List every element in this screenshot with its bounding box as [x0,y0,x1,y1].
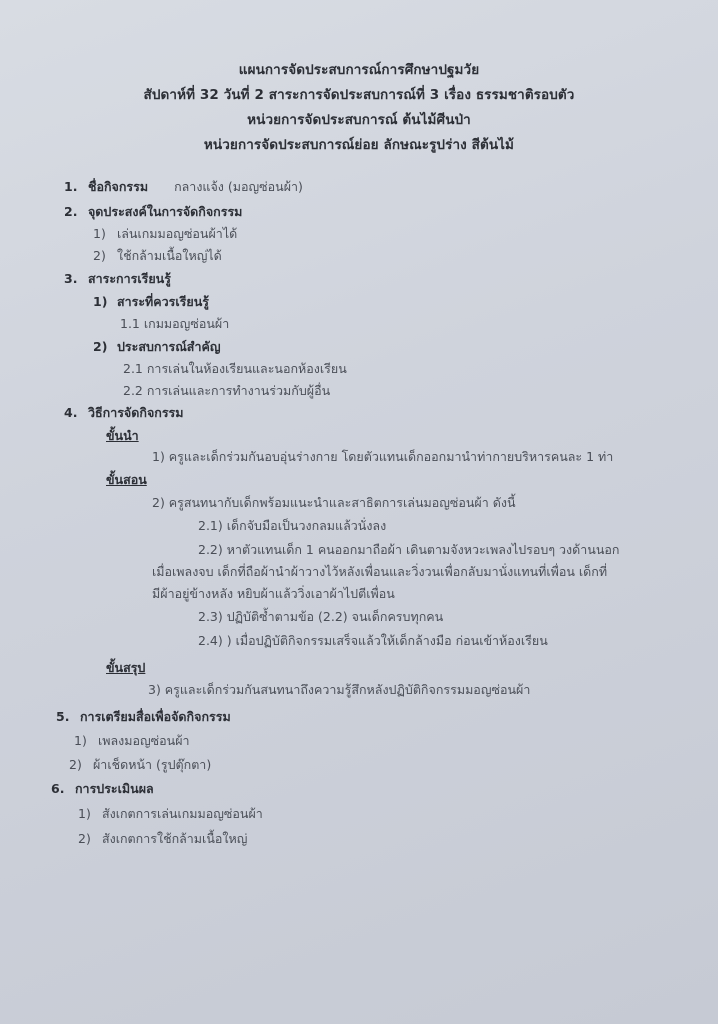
section-3-sub-1 [93,293,209,311]
section-5-item-1 [74,732,190,750]
section-2-item-2 [93,247,222,265]
section-3-number: 3. [64,271,78,286]
section-1-value: กลางแจ้ง (มอญซ่อนผ้า) [174,179,303,194]
list-number: 2) [93,339,108,354]
list-number: 2) [78,831,91,846]
step-2-3: 2.3) ปฏิบัติซ้ำตามข้อ (2.2) จนเด็กครบทุกคน [198,609,444,624]
section-2-heading [64,203,242,221]
section-3-sub-1-item: 1.1 เกมมอญซ่อนผ้า [120,316,230,331]
section-6-label: การประเมินผล [74,781,154,796]
list-number: 2) [93,248,106,263]
step-summary-text: 3) ครูและเด็กร่วมกันสนทนาถึงความรู้สึกหลังปฏิบัติกิจกรรมมอญซ่อนผ้า [148,682,531,697]
section-6-number: 6. [51,781,65,796]
section-2-label: จุดประสงค์ในการจัดกิจกรรม [87,204,243,219]
list-text: เล่นเกมมอญซ่อนผ้าได้ [116,226,238,241]
list-text: ใช้กล้ามเนื้อใหญ่ได้ [116,248,222,263]
list-number: 1) [74,733,87,748]
step-2-2-line-3: มีผ้าอยู่ข้างหลัง หยิบผ้าแล้ววิ่งเอาผ้าไปตีเพื่อน [152,586,395,601]
section-1-label: ชื่อกิจกรรม [87,179,149,194]
list-text: เพลงมอญซ่อนผ้า [97,733,190,748]
step-2-1: 2.1) เด็กจับมือเป็นวงกลมแล้วนั่งลง [198,518,387,533]
list-number: 1) [93,226,106,241]
list-number: 1) [78,806,91,821]
section-2-item-1 [93,225,237,243]
header-line-2: สัปดาห์ที่ 32 วันที่ 2 สาระการจัดประสบการณ์ที่ 3 เรื่อง ธรรมชาติรอบตัว [143,87,575,103]
section-5-heading [56,708,231,726]
step-2-2-line-1: 2.2) หาตัวแทนเด็ก 1 คนออกมาถือผ้า เดินตามจังหวะเพลงไปรอบๆ วงด้านนอก [198,542,620,557]
header-line-4: หน่วยการจัดประสบการณ์ย่อย ลักษณะรูปร่าง สีต้นไม้ [203,137,515,153]
step-intro-label: ขั้นนำ [106,428,139,443]
section-4-heading [64,404,184,422]
section-4-label: วิธีการจัดกิจกรรม [87,405,184,420]
section-2-number: 2. [64,204,78,219]
section-6-heading [51,780,154,798]
step-teach-text: 2) ครูสนทนากับเด็กพร้อมแนะนำและสาธิตการเล่นมอญซ่อนผ้า ดังนี้ [152,495,516,510]
section-1-number: 1. [64,179,78,194]
section-1 [64,178,303,196]
section-3-label: สาระการเรียนรู้ [87,271,171,286]
section-3-sub-2-item-1: 2.1 การเล่นในห้องเรียนและนอกห้องเรียน [123,361,347,376]
step-summary-label: ขั้นสรุป [106,660,146,675]
sub-heading: สาระที่ควรเรียนรู้ [116,294,209,309]
section-5-item-2 [69,756,211,774]
section-4-number: 4. [64,405,78,420]
section-6-item-2 [78,830,247,848]
section-3-sub-2-item-2: 2.2 การเล่นและการทำงานร่วมกับผู้อื่น [123,383,331,398]
step-intro-text: 1) ครูและเด็กร่วมกันอบอุ่นร่างกาย โดยตัวแทนเด็กออกมานำท่ากายบริหารคนละ 1 ท่า [152,449,614,464]
step-teach-label: ขั้นสอน [106,472,147,487]
list-text: สังเกตการใช้กล้ามเนื้อใหญ่ [101,831,248,846]
section-6-item-1 [78,805,263,823]
document-header [0,58,718,158]
section-3-sub-2 [93,338,220,356]
header-line-1: แผนการจัดประสบการณ์การศึกษาปฐมวัย [238,62,480,78]
step-2-2-line-2: เมื่อเพลงจบ เด็กที่ถือผ้านำผ้าวางไว้หลังเพื่อนและวิ่งวนเพื่อกลับมานั่งแทนที่เพื่อน เด็กที่ [152,564,608,579]
header-line-3: หน่วยการจัดประสบการณ์ ต้นไม้ศีนป่า [247,112,471,128]
sub-heading: ประสบการณ์สำคัญ [116,339,221,354]
step-2-4: 2.4) ) เมื่อปฏิบัติกิจกรรมเสร็จแล้วให้เด็กล้างมือ ก่อนเข้าห้องเรียน [198,633,548,648]
list-text: สังเกตการเล่นเกมมอญซ่อนผ้า [101,806,263,821]
section-5-label: การเตรียมสื่อเพื่อจัดกิจกรรม [79,709,231,724]
list-number: 2) [69,757,82,772]
section-5-number: 5. [56,709,70,724]
section-3-heading [64,270,171,288]
list-number: 1) [93,294,108,309]
list-text: ผ้าเช็ดหน้า (รูปตุ๊กตา) [92,757,212,772]
